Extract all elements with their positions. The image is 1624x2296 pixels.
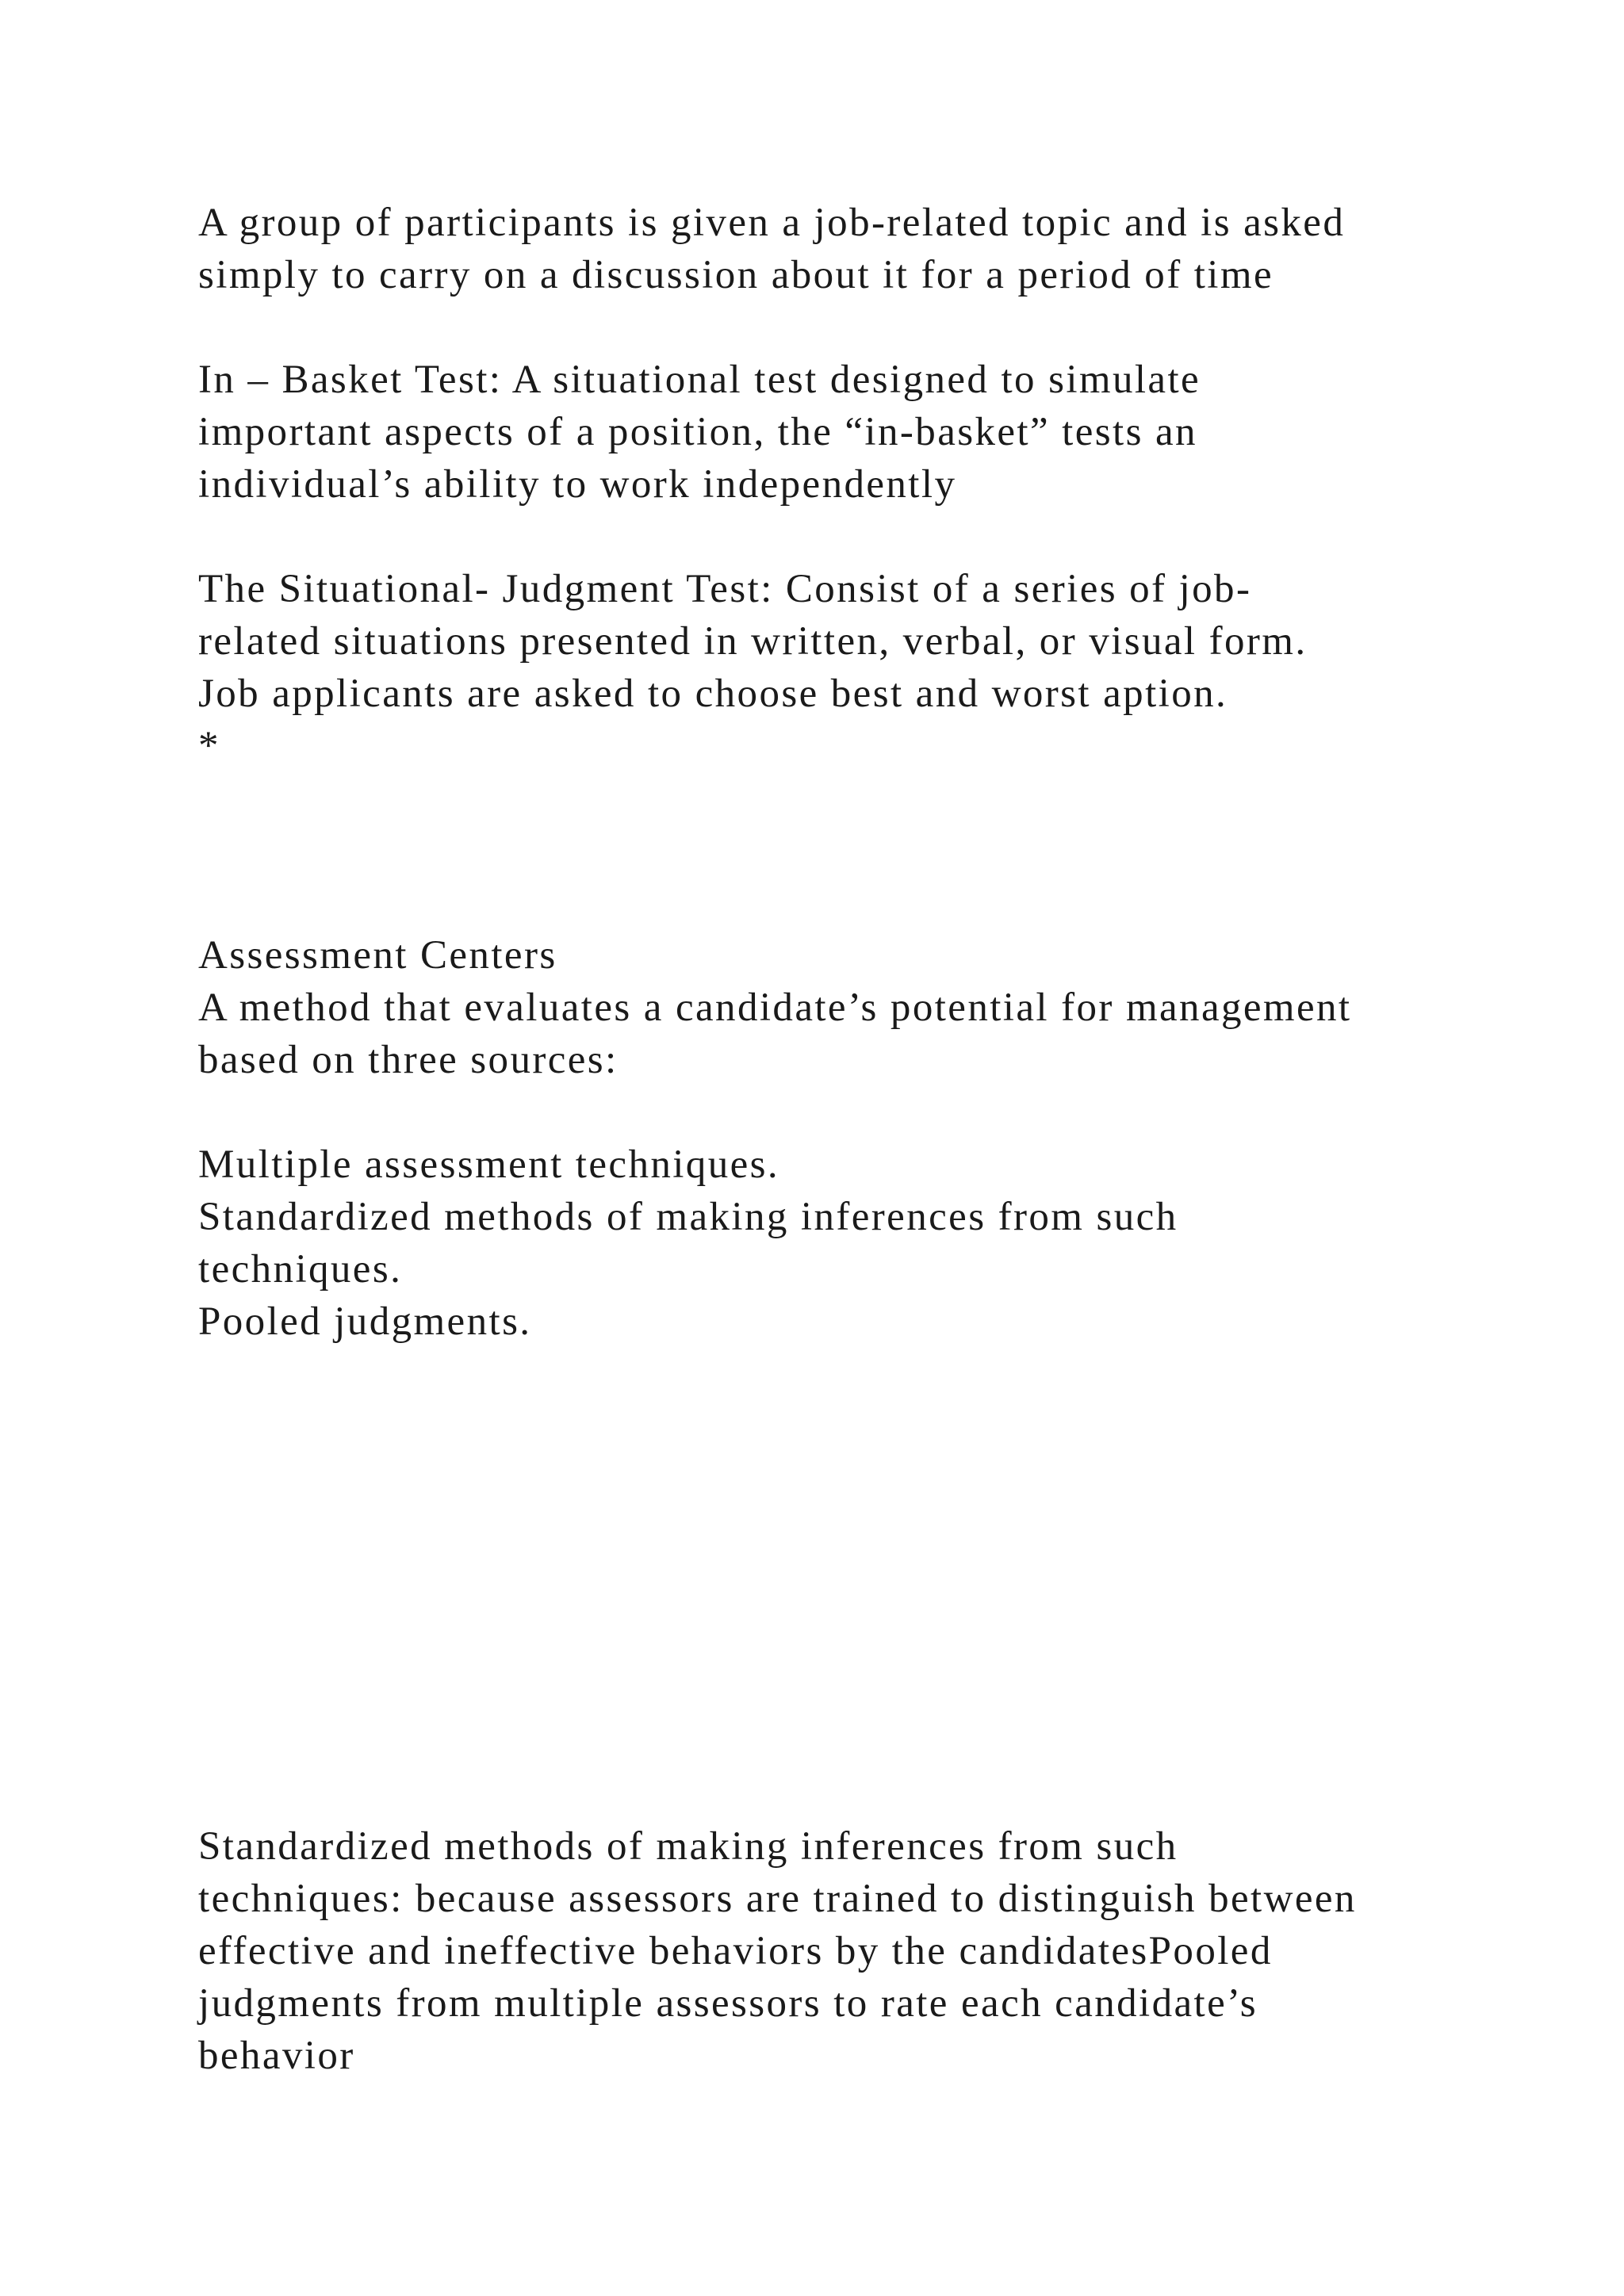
text-line: techniques: because assessors are trained to distinguish between <box>198 1877 1357 1921</box>
text-line: A group of participants is given a job-related topic and is asked <box>198 201 1346 245</box>
text-line: In – Basket Test: A situational test designed to simulate <box>198 358 1201 402</box>
text-line: techniques. <box>198 1247 403 1292</box>
section-heading: Assessment Centers <box>198 933 557 978</box>
text-line: Multiple assessment techniques. <box>198 1142 780 1187</box>
text-line: Pooled judgments. <box>198 1299 532 1344</box>
text-line: related situations presented in written, verbal, or visual form. <box>198 619 1308 664</box>
text-line: important aspects of a position, the “in-basket” tests an <box>198 410 1197 454</box>
text-line: Standardized methods of making inferences from such <box>198 1195 1178 1239</box>
text-line: The Situational- Judgment Test: Consist of a series of job- <box>198 567 1252 611</box>
text-line: Standardized methods of making inferences from such <box>198 1824 1178 1869</box>
text-line: based on three sources: <box>198 1038 619 1082</box>
text-line: * <box>198 724 220 768</box>
text-line: judgments from multiple assessors to rate each candidate’s <box>198 1981 1258 2026</box>
text-line: effective and ineffective behaviors by the candidatesPooled <box>198 1929 1273 1973</box>
text-line: A method that evaluates a candidate’s potential for management <box>198 985 1352 1030</box>
text-line: behavior <box>198 2034 355 2078</box>
text-line: simply to carry on a discussion about it for a period of time <box>198 253 1274 297</box>
text-line: Job applicants are asked to choose best and worst aption. <box>198 672 1228 716</box>
text-line: individual’s ability to work independently <box>198 462 957 507</box>
